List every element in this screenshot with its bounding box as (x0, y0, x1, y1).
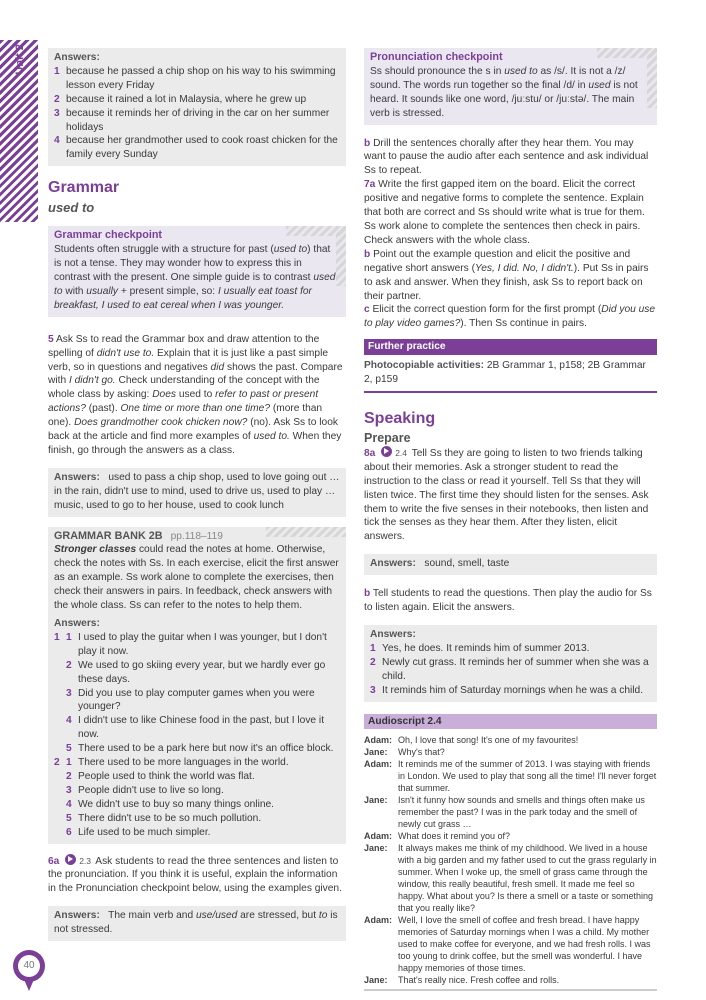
speaker-name: Jane: (364, 747, 388, 758)
grammar-checkpoint-box (48, 226, 346, 316)
right-column (364, 48, 657, 991)
item-text: because it rained a lot in Malaysia, where he grew up (66, 93, 307, 105)
page-number: 40 (18, 955, 40, 977)
text-run: ) that is not a tense. They may wonder how to express this in contrast with the present. One simple guide is to contrast (54, 244, 331, 283)
text-run: is not stressed. (54, 910, 338, 936)
grammar-bank-box (48, 527, 346, 844)
exercise-number: b (364, 248, 371, 260)
answers-list (370, 642, 651, 698)
audioscript-line (364, 974, 657, 986)
item-number: 6 (66, 826, 72, 838)
line-text: Well, I love the smell of coffee and fresh bread. I have happy memories of Saturday mornings when I was a child. My mother used to make coffee for everyone, and we had fresh rolls. I was too young to drink coffee, but the smell was wonderful. I have happy memories of those times. (398, 915, 651, 974)
group-number: 1 (54, 631, 60, 643)
text-run: as /s/. It is not a /z/ sound. The words run together so the final /d/ in (370, 65, 626, 91)
text-run: did (210, 361, 225, 373)
text-run: Explain that it is just like a past simple verb, so in questions and negatives (48, 347, 329, 373)
text-run: didn't use to. (96, 347, 155, 359)
text-run: used (588, 79, 611, 91)
answers-label: Answers: (54, 618, 100, 629)
item-number: 1 (54, 65, 60, 77)
item-text: I didn't use to like Chinese food in the past, but I love it now. (78, 715, 325, 741)
line-text: What does it remind you of? (398, 831, 511, 842)
item-number: 4 (54, 135, 60, 147)
grammar-bank-answers (54, 631, 340, 840)
text-run: Stronger classes (54, 544, 137, 556)
audioscript (364, 734, 657, 991)
left-column (48, 48, 346, 951)
exercise-number: 5 (48, 333, 54, 345)
exercise-number: 8a (364, 447, 376, 459)
grammar-heading: Grammar (48, 179, 120, 197)
audioscript-line (364, 794, 657, 830)
list-item (54, 742, 340, 756)
text-run: ). Then Ss continue in pairs. (460, 318, 587, 330)
item-number: 1 (66, 631, 72, 643)
item-number: 3 (66, 687, 72, 699)
pronunciation-checkpoint-box (364, 48, 657, 125)
item-number: 4 (66, 798, 72, 810)
exercise-number: b (364, 137, 371, 149)
exercise-text (364, 249, 649, 302)
text-run: (no). Ask Ss to look back at the article and find more examples of (48, 417, 338, 443)
exercise-text (364, 179, 645, 246)
exercise-text (364, 138, 648, 177)
audio-icon[interactable] (381, 446, 392, 457)
exercise-text (364, 304, 655, 329)
text-run: use/used (195, 910, 238, 922)
text-run: (more than one). (48, 403, 323, 429)
audio-icon[interactable] (65, 854, 76, 865)
spacer (54, 770, 66, 784)
audioscript-line (364, 914, 657, 974)
text-run: When they finish, go through the answers as a class. (48, 431, 342, 456)
item-text: Life used to be much simpler. (78, 826, 211, 838)
item-number: 2 (370, 656, 376, 668)
text-run: Did you use to play video games? (364, 304, 656, 330)
spacer (54, 812, 66, 826)
list-item (54, 826, 340, 840)
grammar-bank-title: GRAMMAR BANK 2B (54, 529, 163, 542)
item-text: I used to play the guitar when I was younger, but I don't play it now. (78, 631, 327, 657)
item-text: Did you use to play computer games when you were younger? (78, 687, 315, 713)
speaker-name: Jane: (364, 795, 388, 806)
exercise-8b-paragraph (364, 587, 657, 615)
list-item (54, 134, 340, 162)
page-number-marker (13, 950, 45, 982)
item-text: There didn't use to be so much pollution. (78, 812, 262, 824)
text-run: Drill the sentences chorally after they hear them. You may want to pause the audio after each sentence and ask individual Ss to repeat. (364, 137, 649, 177)
spacer (54, 826, 66, 840)
item-text: Newly cut grass. It reminds her of summer when she was a child. (382, 656, 649, 682)
list-item (54, 107, 340, 135)
answers-label: Answers: (370, 629, 416, 640)
text-run: used to (176, 389, 216, 401)
text-run: Check understanding of the concept with the whole class by asking: (48, 375, 320, 401)
text-run: Point out the example question and elicit the positive and negative short answers ( (364, 248, 631, 274)
text-run: Elicit the correct question form for the first prompt ( (369, 304, 602, 316)
text-run: One time or more than one time? (120, 403, 270, 415)
item-number: 2 (54, 93, 60, 105)
spacer (54, 714, 66, 742)
text-run: shows the past. Compare with (48, 361, 343, 387)
audioscript-line (364, 734, 657, 746)
item-number: 1 (370, 642, 376, 654)
audio-track-number: 2.3 (79, 855, 92, 866)
exercise-number: 6a (48, 855, 60, 867)
answers-label: Answers: (54, 471, 100, 483)
answers-list (54, 65, 340, 162)
spacer (54, 687, 66, 715)
spacer (54, 742, 66, 756)
text-run: Write the first gapped item on the board. Elicit the correct positive and negative forms to complete the sentence. Explain that both are correct and Ss should write what is true for them. Ss work alone to complete the sentences then check in pairs. Check answers with the whole class. (364, 179, 645, 246)
audioscript-line (364, 830, 657, 842)
item-number: 1 (66, 757, 72, 769)
list-item (54, 812, 340, 826)
grammar-bank-text (54, 543, 340, 613)
further-practice-body (364, 355, 657, 393)
list-item (370, 642, 651, 656)
text-run: used to (273, 244, 308, 256)
item-text: It reminds him of Saturday mornings when he was a child. (382, 684, 644, 696)
item-number: 3 (370, 684, 376, 696)
item-text: There used to be a park here but now it's an office block. (78, 743, 334, 755)
item-text: Yes, he does. It reminds him of summer 2013. (382, 642, 590, 654)
item-text: There used to be more languages in the world. (78, 757, 289, 769)
text-run: used to (504, 65, 538, 77)
list-item (54, 798, 340, 812)
hatch-decoration (266, 527, 346, 537)
item-text: People used to think the world was flat. (78, 770, 255, 782)
item-number: 2 (66, 659, 72, 671)
answers-box-senses (364, 554, 657, 575)
group-number: 2 (54, 757, 60, 769)
text-run: + present simple, so: (118, 285, 218, 297)
exercise-8a-paragraph (364, 446, 657, 544)
answers-label: Answers: (54, 910, 100, 922)
item-text: because it reminds her of driving in the car on her summer holidays (66, 107, 330, 133)
text-run: Does grandmother cook chicken now? (74, 417, 248, 429)
text-run: Yes, I did. No, I didn't. (474, 262, 574, 274)
exercise-6a-paragraph (48, 854, 346, 897)
line-text: Isn't it funny how sounds and smells and things often make us remember the past? I was in the park today and the smell of newly cut grass … (398, 795, 645, 830)
grammar-checkpoint-title: Grammar checkpoint (54, 229, 163, 242)
item-number: 3 (66, 784, 72, 796)
list-item (370, 684, 651, 698)
list-item (54, 65, 340, 93)
prepare-heading: Prepare (364, 430, 411, 445)
unit-label: Unit 2 (14, 44, 26, 75)
item-number: 3 (54, 107, 60, 119)
further-practice-text: 2B Grammar 1, p158; 2B Grammar 2, p159 (364, 360, 646, 386)
exercise-text: Tell Ss they are going to listen to two friends talking about their memories. Ask a stronger student to read the instruction to the class or read it yourself. Tell Ss that they will listen twice. The first time they should listen for the senses. Ask them to write the five senses in their notebooks, then listen and tick the senses as they hear them. After they listen, elicit answers. (364, 447, 649, 543)
answers-box-used-to (48, 468, 346, 517)
list-item (54, 631, 340, 659)
item-text: because he passed a chip shop on his way to his swimming lesson every Friday (66, 65, 336, 91)
list-item (54, 659, 340, 687)
answers-box-questions (364, 625, 657, 702)
answers-box-reading (48, 48, 346, 166)
text-run: are stressed, but (237, 910, 319, 922)
speaker-name: Jane: (364, 975, 388, 986)
exercise-number: b (364, 588, 371, 600)
exercise-paragraph (364, 137, 657, 179)
exercise-5-paragraph (48, 333, 346, 458)
text-run: could read the notes at home. Otherwise, check the notes with Ss. In each exercise, elicit the first answer as an example. Ss work alone to complete the exercises, then check their answers in pairs. In feedback, check answers with the whole class. Ss can refer to the notes to help them. (54, 544, 339, 612)
further-practice-label: Photocopiable activities: (364, 360, 485, 372)
pronunciation-checkpoint-text (370, 65, 651, 121)
list-item (54, 784, 340, 798)
speaker-name: Adam: (364, 831, 393, 842)
list-item (54, 687, 340, 715)
text-run: refer to past or present actions? (48, 389, 319, 415)
item-text: People didn't use to live so long. (78, 784, 224, 796)
text-run: is not heard. It sounds like one word, /juːstu/ or /juːstə/. The main verb is stressed. (370, 79, 638, 119)
exercise-text: Tell students to read the questions. Then play the audio for Ss to listen again. Elicit the answers. (364, 588, 652, 614)
line-text: It reminds me of the summer of 2013. I was staying with friends in London. We used to play that song all the time! I'll never forget that summer. (398, 759, 657, 794)
line-text: Oh, I love that song! It's one of my favourites! (398, 735, 579, 746)
text-run: Ask Ss to read the Grammar box and draw attention to the spelling of (48, 333, 320, 359)
line-text: That's really nice. Fresh coffee and rolls. (398, 975, 560, 986)
list-item (54, 770, 340, 784)
grammar-checkpoint-text (54, 243, 340, 313)
speaker-name: Jane: (364, 843, 388, 854)
text-run: Students often struggle with a structure for past ( (54, 244, 274, 256)
answers-label: Answers: (54, 52, 100, 63)
answers-box-stress (48, 906, 346, 941)
list-item (54, 756, 340, 770)
spacer (54, 798, 66, 812)
text-run: used to (54, 271, 336, 297)
item-number: 5 (66, 743, 72, 755)
text-run: (past). (85, 403, 121, 415)
text-run: I didn't go. (68, 375, 116, 387)
audioscript-line (364, 746, 657, 758)
speaking-heading: Speaking (364, 409, 436, 427)
further-practice-header: Further practice (364, 339, 657, 355)
speaker-name: Adam: (364, 759, 393, 770)
audioscript-header: Audioscript 2.4 (364, 714, 657, 730)
exercise-number: c (364, 304, 370, 316)
line-text: It always makes me think of my childhood. We lived in a house with a big garden and my father used to cut the grass regularly in summer. When I woke up, the smell of grass came through the window, this really beautiful, fresh smell. It made me feel so happy. What about you? Is there a smell or a taste or something that you really like? (398, 843, 657, 914)
item-text: We used to go skiing every year, but we hardly ever go these days. (78, 659, 326, 685)
hatch-decoration (336, 226, 346, 286)
audioscript-line (364, 758, 657, 794)
text-run: usually (86, 285, 118, 297)
grammar-bank-pages: pp.118–119 (170, 530, 223, 542)
line-text: Why's that? (398, 747, 445, 758)
spacer (54, 659, 66, 687)
spacer (54, 784, 66, 798)
list-item (54, 93, 340, 107)
answers-text: used to pass a chip shop, used to love going out … in the rain, didn't use to mind, used to drive us, used to play … music, used to go to her house, used to cook lunch (54, 471, 340, 511)
exercise-paragraph (364, 303, 657, 331)
exercise-number: 7a (364, 179, 376, 191)
item-number: 2 (66, 770, 72, 782)
exercise-paragraphs (364, 137, 657, 332)
audioscript-line (364, 842, 657, 914)
text-run: Does (152, 389, 176, 401)
list-item (370, 656, 651, 684)
exercise-text (48, 334, 343, 456)
exercise-paragraph (364, 178, 657, 248)
item-number: 4 (66, 715, 72, 727)
speaker-name: Adam: (364, 915, 393, 926)
text-run: ). Put Ss in pairs to ask and answer. When they finish, ask Ss to report back on their partner. (364, 262, 649, 302)
text-run: used to. (253, 431, 290, 443)
speaker-name: Adam: (364, 735, 393, 746)
item-text: because her grandmother used to cook roast chicken for the family every Sunday (66, 135, 338, 161)
list-item (54, 714, 340, 742)
item-text: We didn't use to buy so many things online. (78, 798, 274, 810)
answers-text: sound, smell, taste (424, 558, 510, 570)
text-run: I usually eat toast for breakfast, I used to eat cereal when I was younger. (54, 285, 312, 311)
text-run: Ss should pronounce the s in (370, 65, 505, 77)
item-number: 5 (66, 812, 72, 824)
text-run: with (62, 285, 87, 297)
hatch-decoration (647, 48, 657, 108)
audio-track-number: 2.4 (395, 447, 408, 458)
text-run: The main verb and (108, 910, 196, 922)
answers-label: Answers: (370, 558, 416, 570)
grammar-subheading: used to (48, 200, 95, 216)
exercise-text: Ask students to read the three sentences and listen to the pronunciation. If you think it is useful, explain the information in the Pronunciation checkpoint below, using the examples given. (48, 855, 342, 895)
exercise-paragraph (364, 248, 657, 304)
pronunciation-checkpoint-title: Pronunciation checkpoint (370, 51, 503, 63)
text-run: to (318, 910, 328, 922)
